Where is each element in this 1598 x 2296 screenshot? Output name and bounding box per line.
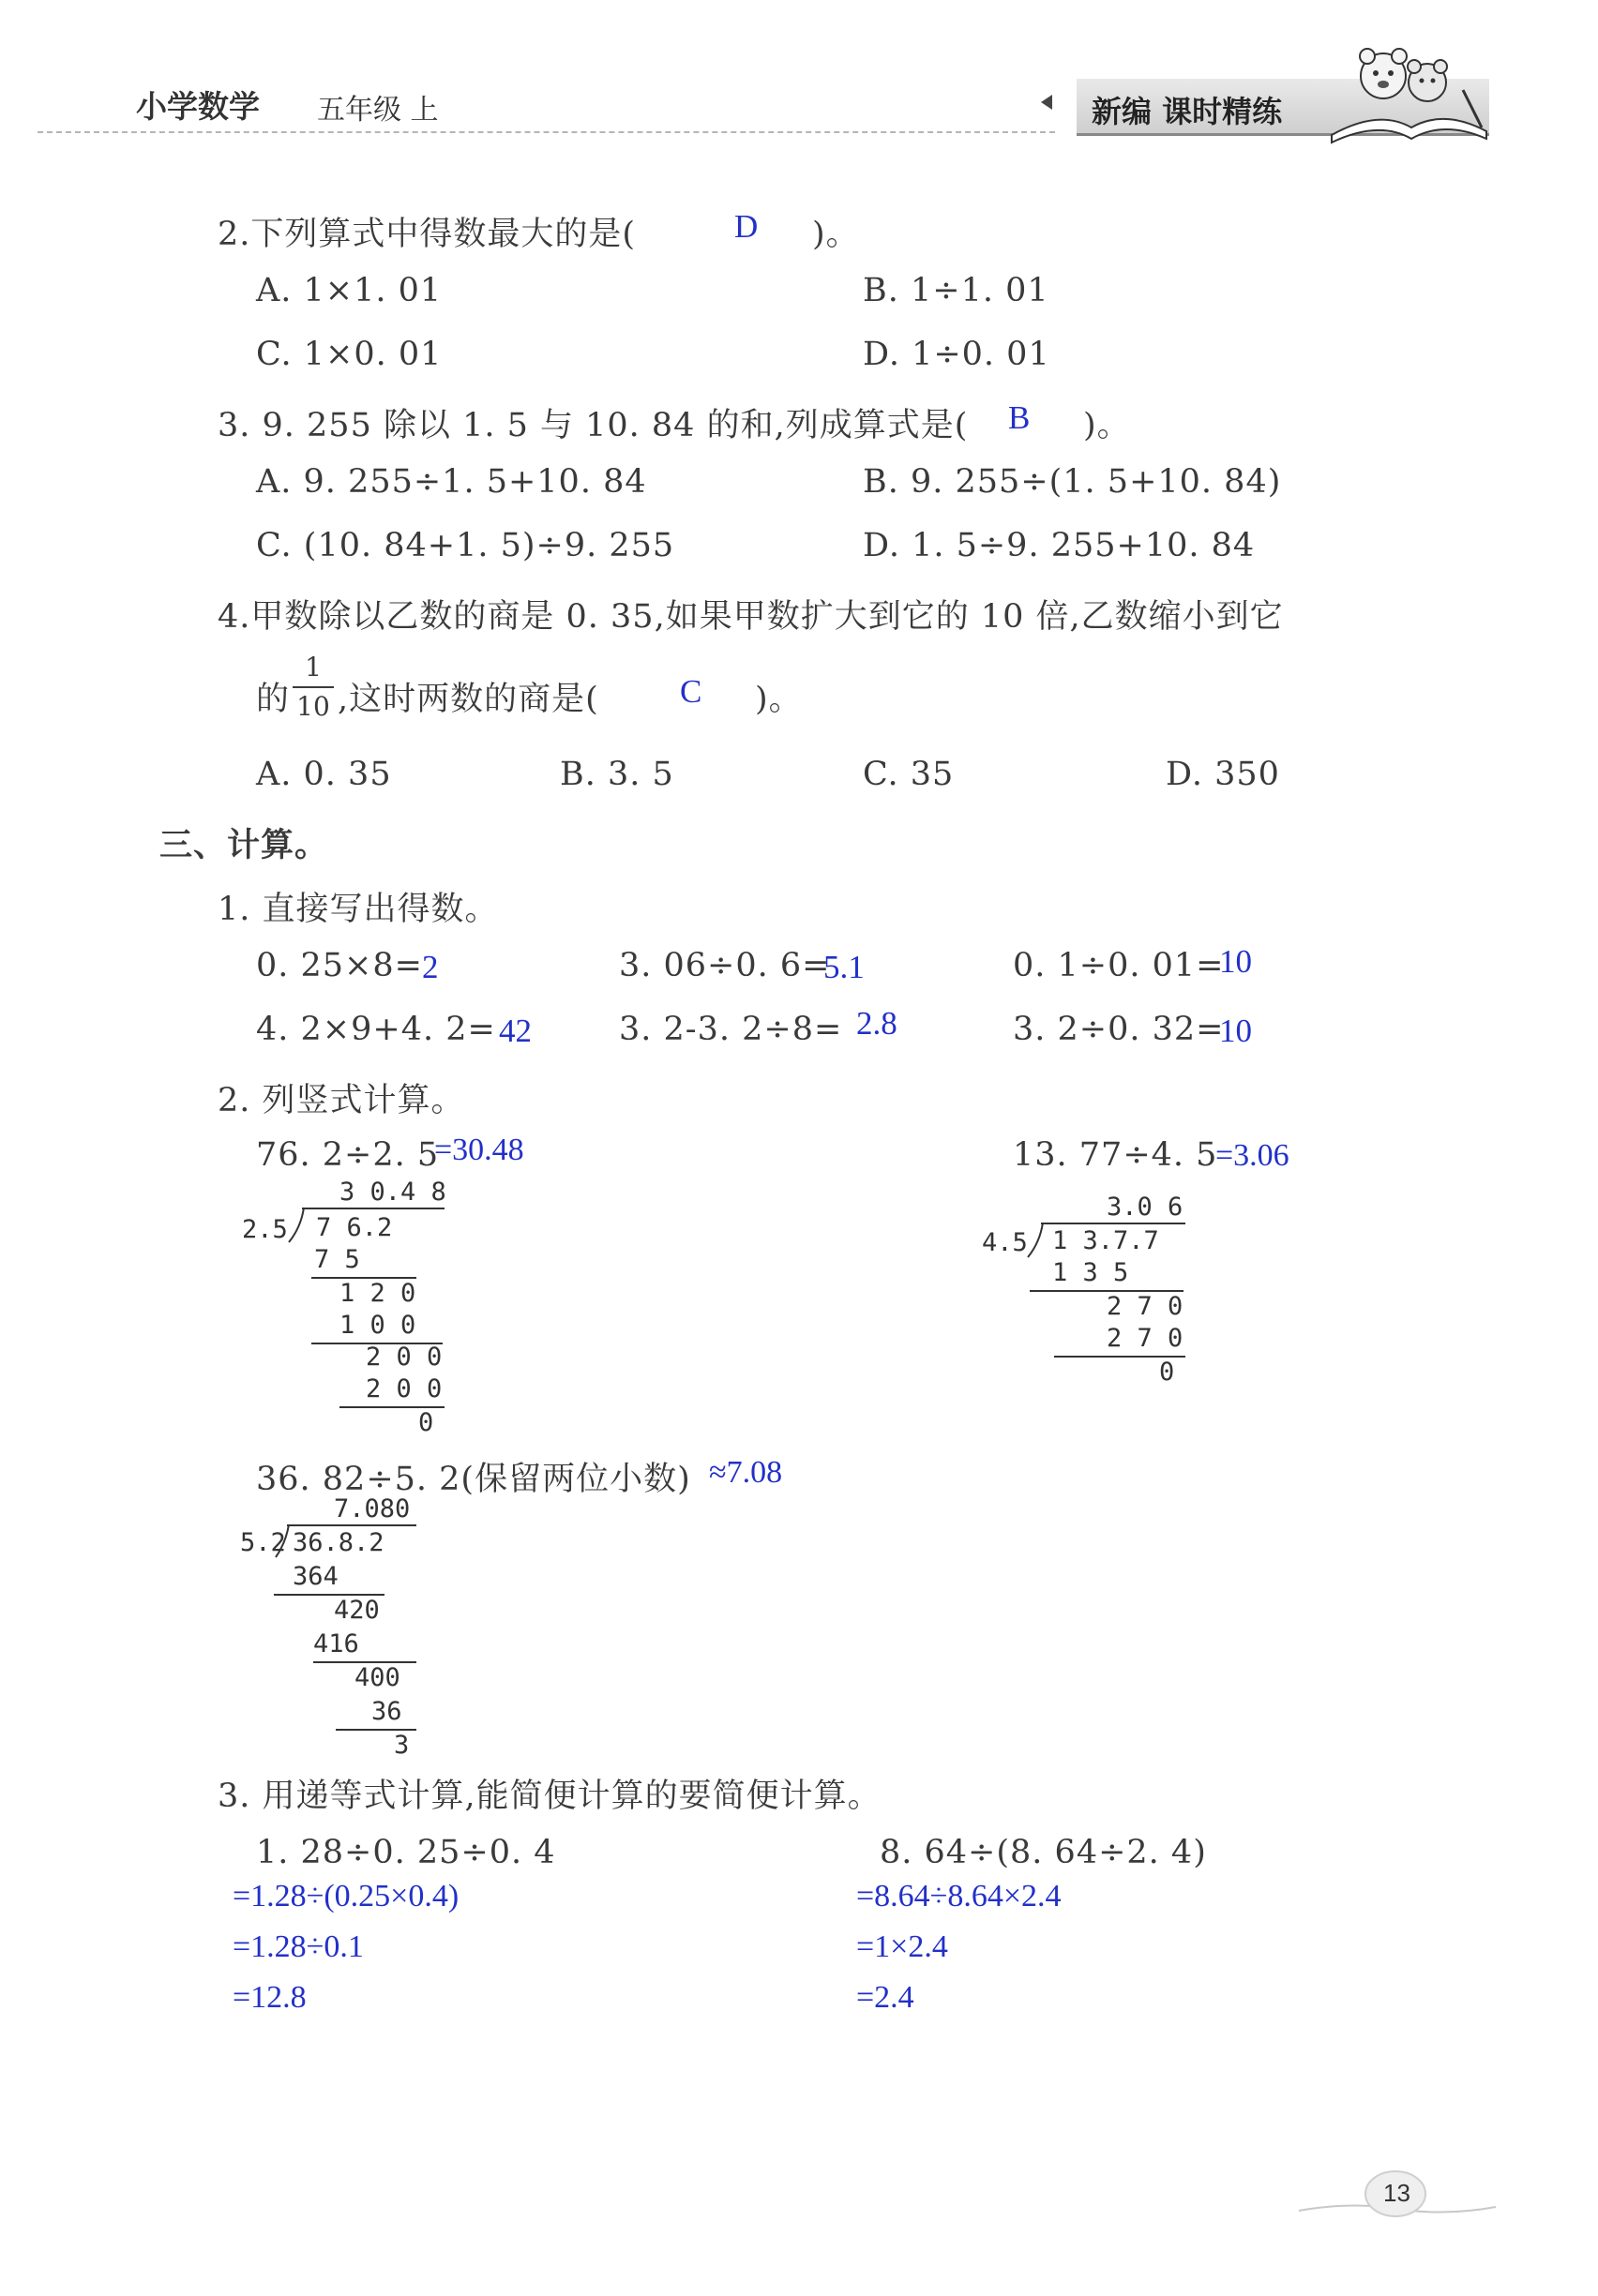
oral-ans-4: 42 bbox=[499, 1013, 532, 1049]
q4-fraction-bar bbox=[293, 686, 334, 688]
q2-option-a: A. 1×1. 01 bbox=[256, 272, 443, 309]
header-series-title: 新编 课时精练 bbox=[1092, 94, 1283, 129]
oral-expr-4: 4. 2×9+4. 2= bbox=[256, 1011, 496, 1048]
vert-c-step-6: 3 bbox=[394, 1731, 410, 1760]
oral-expr-2: 3. 06÷0. 6= bbox=[619, 947, 831, 984]
vert-b-expr: 13. 77÷4. 5 bbox=[1013, 1136, 1218, 1174]
q3-stem: 3. 9. 255 除以 1. 5 与 10. 84 的和,列成算式是( bbox=[218, 407, 969, 444]
header-arrow-icon bbox=[1041, 95, 1052, 110]
vert-a-dividend: 7 6.2 bbox=[316, 1213, 393, 1242]
oral-ans-2: 5.1 bbox=[823, 949, 865, 985]
vert-b-divisor: 4.5 bbox=[982, 1228, 1028, 1257]
q4-option-d: D. 350 bbox=[1166, 756, 1280, 793]
q2-close: )。 bbox=[812, 216, 860, 253]
q4-fraction-denominator: 10 bbox=[296, 691, 330, 722]
vert-a-quotient: 3 0.4 8 bbox=[339, 1178, 446, 1207]
vert-b-step-4: 0 bbox=[1159, 1358, 1175, 1387]
vert-a-bracket-top bbox=[302, 1208, 445, 1209]
vert-a-step-5: 2 0 0 bbox=[366, 1374, 443, 1403]
q2-stem: 2.下列算式中得数最大的是( bbox=[218, 216, 637, 253]
oral-ans-5: 2.8 bbox=[856, 1005, 897, 1042]
vert-c-bracket-top bbox=[287, 1524, 416, 1526]
vert-b-bracket-curve bbox=[1025, 1222, 1046, 1259]
vert-c-quotient: 7.080 bbox=[334, 1494, 411, 1523]
vert-a-expr: 76. 2÷2. 5 bbox=[256, 1136, 440, 1174]
oral-ans-6: 10 bbox=[1219, 1013, 1252, 1049]
part3-title: 3. 用递等式计算,能简便计算的要简便计算。 bbox=[218, 1778, 882, 1815]
vert-c-step-2: 420 bbox=[334, 1596, 380, 1625]
q4-option-c: C. 35 bbox=[863, 756, 955, 793]
part2-title: 2. 列竖式计算。 bbox=[218, 1082, 465, 1119]
page-number: 13 bbox=[1383, 2179, 1410, 2207]
vert-c-step-4: 400 bbox=[354, 1663, 400, 1692]
oral-expr-1: 0. 25×8= bbox=[256, 947, 423, 984]
q4-fraction-numerator: 1 bbox=[305, 652, 322, 683]
vert-c-step-3: 416 bbox=[313, 1629, 359, 1658]
vert-a-step-6: 0 bbox=[418, 1408, 434, 1437]
vert-b-step-2: 2 7 0 bbox=[1107, 1292, 1183, 1321]
vert-c-answer: ≈7.08 bbox=[709, 1455, 783, 1490]
vert-a-answer: =30.48 bbox=[434, 1133, 524, 1167]
q4-line2-post: ,这时两数的商是( bbox=[338, 681, 599, 718]
oral-expr-3: 0. 1÷0. 01= bbox=[1013, 947, 1225, 984]
q3-option-a: A. 9. 255÷1. 5+10. 84 bbox=[256, 463, 647, 501]
header-subject: 小学数学 bbox=[136, 88, 260, 125]
vert-b-step-1: 1 3 5 bbox=[1052, 1258, 1129, 1287]
step-right-expr: 8. 64÷(8. 64÷2. 4) bbox=[880, 1834, 1207, 1871]
q4-option-b: B. 3. 5 bbox=[560, 756, 674, 793]
q2-answer: D bbox=[734, 208, 759, 245]
vert-b-dividend: 1 3.7.7 bbox=[1052, 1226, 1159, 1255]
step-left-1: =1.28÷(0.25×0.4) bbox=[233, 1879, 460, 1913]
q3-answer: B bbox=[1008, 399, 1031, 436]
vert-a-bracket-curve bbox=[286, 1207, 307, 1244]
q3-option-d: D. 1. 5÷9. 255+10. 84 bbox=[863, 527, 1256, 564]
section3-title: 三、计算。 bbox=[159, 826, 329, 864]
part1-title: 1. 直接写出得数。 bbox=[218, 891, 499, 928]
vert-b-bracket-top bbox=[1041, 1223, 1185, 1224]
vert-a-step-2: 1 2 0 bbox=[339, 1279, 416, 1308]
q2-option-c: C. 1×0. 01 bbox=[256, 336, 443, 373]
vert-b-quotient: 3.0 6 bbox=[1107, 1193, 1183, 1222]
vert-c-step-5: 36 bbox=[371, 1697, 402, 1726]
vert-c-expr: 36. 82÷5. 2(保留两位小数) bbox=[256, 1461, 691, 1498]
vert-a-step-1: 7 5 bbox=[314, 1245, 360, 1274]
q2-option-b: B. 1÷1. 01 bbox=[863, 272, 1049, 309]
vert-a-step-3: 1 0 0 bbox=[339, 1311, 416, 1340]
vert-a-step-4: 2 0 0 bbox=[366, 1343, 443, 1372]
step-left-3: =12.8 bbox=[233, 1980, 307, 2015]
step-right-3: =2.4 bbox=[856, 1980, 914, 2015]
bear-book-logo bbox=[1322, 34, 1491, 146]
q3-close: )。 bbox=[1083, 407, 1131, 444]
oral-expr-6: 3. 2÷0. 32= bbox=[1013, 1011, 1225, 1048]
vert-a-divisor: 2.5 bbox=[242, 1215, 288, 1244]
q3-option-c: C. (10. 84+1. 5)÷9. 255 bbox=[256, 527, 675, 564]
step-right-1: =8.64÷8.64×2.4 bbox=[856, 1879, 1062, 1913]
vert-b-answer: =3.06 bbox=[1215, 1138, 1289, 1173]
oral-ans-1: 2 bbox=[422, 949, 439, 985]
header-grade: 五年级 上 bbox=[317, 94, 439, 127]
q4-answer: C bbox=[680, 673, 702, 710]
q4-option-a: A. 0. 35 bbox=[256, 756, 392, 793]
oral-ans-3: 10 bbox=[1219, 943, 1252, 980]
vert-c-dividend: 36.8.2 bbox=[293, 1528, 384, 1557]
q4-stem: 4.甲数除以乙数的商是 0. 35,如果甲数扩大到它的 10 倍,乙数缩小到它 bbox=[218, 598, 1284, 636]
header-dashed-rule bbox=[38, 131, 1055, 133]
vert-c-divisor: 5.2 bbox=[240, 1528, 286, 1557]
vert-b-step-3: 2 7 0 bbox=[1107, 1324, 1183, 1353]
q3-option-b: B. 9. 255÷(1. 5+10. 84) bbox=[863, 463, 1282, 501]
q4-close: )。 bbox=[755, 681, 803, 718]
step-left-expr: 1. 28÷0. 25÷0. 4 bbox=[256, 1834, 556, 1871]
oral-expr-5: 3. 2-3. 2÷8= bbox=[619, 1011, 843, 1048]
vert-c-step-1: 364 bbox=[293, 1562, 339, 1591]
q4-line2-pre: 的 bbox=[256, 681, 291, 718]
step-left-2: =1.28÷0.1 bbox=[233, 1929, 364, 1964]
step-right-2: =1×2.4 bbox=[856, 1929, 948, 1964]
q4-fraction bbox=[293, 651, 334, 724]
q2-option-d: D. 1÷0. 01 bbox=[863, 336, 1050, 373]
